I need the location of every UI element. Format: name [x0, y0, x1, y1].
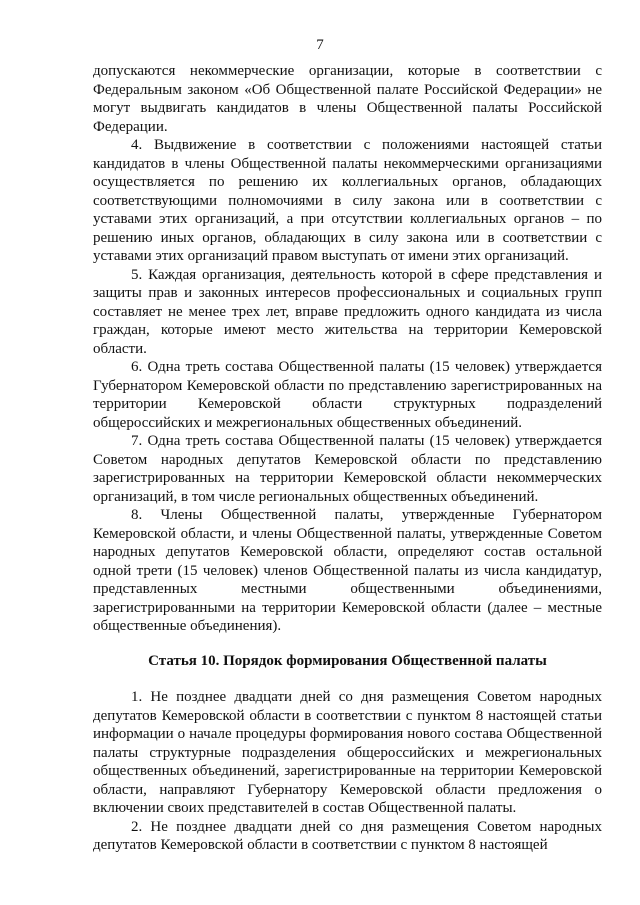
paragraph: 7. Одна треть состава Общественной палаты (15 человек) утверждается Советом народных депутатов Кемеровской области по представлению зарегистрированных на территории Кемеровской области некоммерческих организаций, в том числе региональных общественных объединений.	[93, 433, 602, 505]
paragraph: 4. Выдвижение в соответствии с положениями настоящей статьи кандидатов в члены Общественной палаты некоммерческими организациями осуществляется по решению их коллегиальных органов, обладающих соответствующими полномочиями в силу закона или в соответствии с уставами этих организаций, а при отсутствии коллегиальных органов – по решению иных органов, обладающих в силу закона или в соответствии с уставами этих организаций правом выступать от имени этих организаций.	[93, 137, 602, 264]
paragraph: 8. Члены Общественной палаты, утвержденные Губернатором Кемеровской области, и члены Общественной палаты, утвержденные Советом народных депутатов Кемеровской области, определяют состав остальной одной трети (15 человек) членов Общественной палаты из числа кандидатур, представленных местными общественными объединениями, зарегистрированными на территории Кемеровской области (далее – местные общественные объединения).	[93, 507, 602, 634]
paragraph: 2. Не позднее двадцати дней со дня размещения Советом народных депутатов Кемеровской области в соответствии с пунктом 8 настоящей	[93, 818, 602, 853]
article-heading: Статья 10. Порядок формирования Общественной палаты	[148, 652, 547, 669]
document-body	[93, 62, 602, 855]
paragraph: допускаются некоммерческие организации, которые в соответствии с Федеральным законом «Об Общественной палате Российской Федерации» не могут выдвигать кандидатов в члены Общественной палаты Российской Федерации.	[93, 63, 602, 135]
paragraph: 6. Одна треть состава Общественной палаты (15 человек) утверждается Губернатором Кемеровской области по представлению зарегистрированных на территории Кемеровской области структурных подразделений общероссийских и межрегиональных общественных объединений.	[93, 359, 602, 431]
paragraph: 5. Каждая организация, деятельность которой в сфере представления и защиты прав и законных интересов профессиональных и социальных групп составляет не менее трех лет, вправе предложить одного кандидата из числа граждан, которые имеют место жительства на территории Кемеровской области.	[93, 266, 602, 357]
paragraph: 1. Не позднее двадцати дней со дня размещения Советом народных депутатов Кемеровской области в соответствии с пунктом 8 настоящей статьи информации о начале процедуры формирования нового состава Общественной палаты структурные подразделения общероссийских и межрегиональных общественных объединений, зарегистрированные на территории Кемеровской области, направляют Губернатору Кемеровской области предложения о включении своих представителей в состав Общественной палаты.	[93, 689, 602, 816]
page-number: 7	[316, 37, 324, 53]
